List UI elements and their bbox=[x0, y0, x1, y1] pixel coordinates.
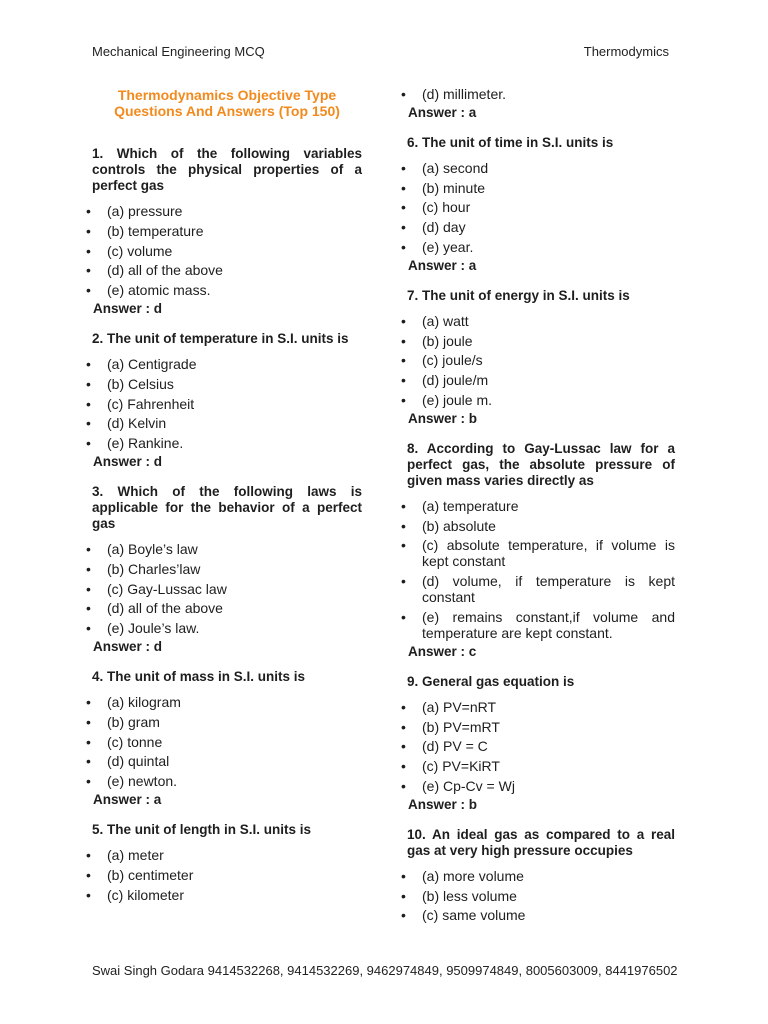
option-text: (c) Fahrenheit bbox=[107, 395, 195, 412]
option-text: (b) temperature bbox=[107, 222, 204, 239]
right-question-list bbox=[401, 86, 675, 924]
option-text: (e) Rankine. bbox=[107, 435, 184, 452]
option-item bbox=[401, 887, 675, 904]
option-item bbox=[86, 846, 362, 863]
question-block bbox=[401, 287, 675, 427]
left-question-list bbox=[86, 146, 362, 903]
bullet-icon: • bbox=[86, 262, 91, 279]
bullet-icon: • bbox=[86, 222, 91, 239]
option-item bbox=[86, 375, 362, 392]
option-list bbox=[401, 86, 675, 102]
option-item bbox=[401, 159, 675, 176]
option-text: (d) joule/m bbox=[422, 372, 489, 389]
option-text: (d) quintal bbox=[107, 753, 170, 770]
bullet-icon: • bbox=[86, 540, 91, 557]
option-item bbox=[86, 262, 362, 279]
option-list bbox=[401, 867, 675, 924]
document-title bbox=[92, 86, 362, 119]
option-text: (e) Cp-Cv = Wj bbox=[422, 777, 515, 794]
option-item bbox=[86, 435, 362, 452]
question-text: 1. Which of the following variables controls the physical properties of a perfect gas bbox=[92, 146, 362, 193]
option-text: (a) watt bbox=[422, 312, 469, 329]
footer-contact: Swai Singh Godara 9414532268, 9414532269, 9462974849, 9509974849, 8005603009, 8441976502 bbox=[92, 963, 678, 978]
option-item bbox=[401, 738, 675, 755]
bullet-icon: • bbox=[401, 86, 406, 102]
question-block bbox=[401, 86, 675, 121]
option-item bbox=[86, 282, 362, 299]
bullet-icon: • bbox=[401, 608, 406, 625]
option-text: (e) newton. bbox=[107, 773, 178, 790]
option-text: (d) volume, if temperature is kept constant bbox=[422, 573, 675, 606]
right-column bbox=[401, 86, 675, 927]
left-column bbox=[86, 86, 362, 906]
bullet-icon: • bbox=[86, 395, 91, 412]
option-item bbox=[401, 238, 675, 255]
bullet-icon: • bbox=[401, 698, 406, 715]
option-text: (a) PV=nRT bbox=[422, 698, 497, 715]
option-item bbox=[401, 718, 675, 735]
bullet-icon: • bbox=[401, 391, 406, 408]
option-list bbox=[401, 698, 675, 794]
option-text: (e) Joule’s law. bbox=[107, 620, 200, 637]
option-item bbox=[86, 773, 362, 790]
option-text: (b) less volume bbox=[422, 887, 517, 904]
bullet-icon: • bbox=[401, 867, 406, 884]
option-item bbox=[86, 560, 362, 577]
bullet-icon: • bbox=[401, 887, 406, 904]
bullet-icon: • bbox=[86, 203, 91, 219]
bullet-icon: • bbox=[401, 352, 406, 369]
bullet-icon: • bbox=[86, 580, 91, 597]
option-item bbox=[86, 203, 362, 219]
option-text: (a) pressure bbox=[107, 203, 183, 219]
option-text: (c) absolute temperature, if volume is kept constant bbox=[422, 537, 675, 570]
option-text: (b) Charles’law bbox=[107, 560, 201, 577]
bullet-icon: • bbox=[401, 537, 406, 554]
question-block bbox=[401, 440, 675, 660]
bullet-icon: • bbox=[86, 620, 91, 637]
option-list bbox=[401, 159, 675, 255]
option-item bbox=[401, 608, 675, 641]
option-text: (d) PV = C bbox=[422, 738, 488, 755]
option-text: (a) Boyle’s law bbox=[107, 540, 198, 557]
bullet-icon: • bbox=[86, 415, 91, 432]
bullet-icon: • bbox=[401, 372, 406, 389]
bullet-icon: • bbox=[86, 846, 91, 863]
bullet-icon: • bbox=[401, 238, 406, 255]
bullet-icon: • bbox=[86, 713, 91, 730]
answer-text: Answer : a bbox=[93, 791, 162, 807]
bullet-icon: • bbox=[401, 907, 406, 924]
bullet-icon: • bbox=[401, 159, 406, 176]
option-text: (b) minute bbox=[422, 179, 486, 196]
option-text: (b) joule bbox=[422, 332, 473, 349]
option-item bbox=[401, 573, 675, 606]
question-block bbox=[401, 826, 675, 924]
option-item bbox=[86, 580, 362, 597]
option-item bbox=[86, 540, 362, 557]
option-item bbox=[86, 600, 362, 617]
option-item bbox=[86, 415, 362, 432]
option-text: (c) hour bbox=[422, 199, 471, 216]
option-text: (b) Celsius bbox=[107, 375, 174, 392]
option-item bbox=[86, 733, 362, 750]
option-item bbox=[86, 753, 362, 770]
question-text: 2. The unit of temperature in S.I. units is bbox=[92, 330, 349, 346]
question-block bbox=[86, 483, 362, 655]
bullet-icon: • bbox=[86, 375, 91, 392]
bullet-icon: • bbox=[86, 560, 91, 577]
option-item bbox=[401, 777, 675, 794]
question-block bbox=[401, 134, 675, 274]
bullet-icon: • bbox=[86, 435, 91, 452]
bullet-icon: • bbox=[401, 573, 406, 590]
option-item bbox=[86, 242, 362, 259]
option-text: (e) remains constant,if volume and temperature are kept constant. bbox=[422, 608, 675, 641]
option-text: (a) more volume bbox=[422, 867, 524, 884]
bullet-icon: • bbox=[401, 332, 406, 349]
option-list bbox=[86, 203, 362, 299]
header-topic: Thermodymics bbox=[583, 44, 669, 59]
option-item bbox=[401, 391, 675, 408]
option-text: (b) gram bbox=[107, 713, 160, 730]
option-item bbox=[86, 620, 362, 637]
bullet-icon: • bbox=[86, 355, 91, 372]
option-item bbox=[86, 713, 362, 730]
option-list bbox=[401, 312, 675, 408]
option-item bbox=[401, 497, 675, 514]
option-list bbox=[86, 355, 362, 452]
option-text: (c) same volume bbox=[422, 907, 526, 924]
question-text: 3. Which of the following laws is applicable for the behavior of a perfect gas bbox=[92, 483, 362, 531]
option-text: (d) millimeter. bbox=[422, 86, 507, 102]
option-text: (d) all of the above bbox=[107, 262, 223, 279]
option-item bbox=[86, 395, 362, 412]
bullet-icon: • bbox=[401, 179, 406, 196]
option-text: (c) kilometer bbox=[107, 886, 185, 903]
question-block bbox=[86, 668, 362, 808]
bullet-icon: • bbox=[86, 242, 91, 259]
option-item bbox=[401, 219, 675, 236]
option-item bbox=[401, 907, 675, 924]
option-item bbox=[401, 332, 675, 349]
option-text: (a) meter bbox=[107, 846, 164, 863]
question-text: 7. The unit of energy in S.I. units is bbox=[407, 287, 630, 303]
question-block bbox=[86, 330, 362, 470]
option-list bbox=[86, 540, 362, 637]
option-list bbox=[86, 693, 362, 790]
answer-text: Answer : c bbox=[408, 643, 477, 659]
option-text: (e) year. bbox=[422, 238, 474, 255]
option-text: (c) PV=KiRT bbox=[422, 758, 500, 775]
option-item bbox=[86, 355, 362, 372]
option-text: (c) tonne bbox=[107, 733, 163, 750]
option-list bbox=[401, 497, 675, 641]
option-text: (a) second bbox=[422, 159, 489, 176]
option-item bbox=[401, 352, 675, 369]
option-item bbox=[86, 222, 362, 239]
option-item bbox=[401, 372, 675, 389]
option-text: (a) Centigrade bbox=[107, 355, 197, 372]
bullet-icon: • bbox=[401, 758, 406, 775]
bullet-icon: • bbox=[86, 693, 91, 710]
option-item bbox=[401, 867, 675, 884]
option-text: (a) kilogram bbox=[107, 693, 181, 710]
option-text: (d) all of the above bbox=[107, 600, 223, 617]
answer-text: Answer : d bbox=[93, 453, 163, 469]
option-item bbox=[401, 698, 675, 715]
bullet-icon: • bbox=[86, 733, 91, 750]
bullet-icon: • bbox=[401, 517, 406, 534]
bullet-icon: • bbox=[86, 773, 91, 790]
option-item bbox=[401, 86, 675, 102]
option-text: (b) PV=mRT bbox=[422, 718, 500, 735]
option-text: (d) Kelvin bbox=[107, 415, 167, 432]
option-list bbox=[86, 846, 362, 903]
answer-text: Answer : d bbox=[93, 300, 163, 316]
answer-text: Answer : a bbox=[408, 104, 477, 120]
option-item bbox=[401, 758, 675, 775]
bullet-icon: • bbox=[86, 282, 91, 299]
bullet-icon: • bbox=[401, 738, 406, 755]
answer-text: Answer : a bbox=[408, 257, 477, 273]
question-text: 5. The unit of length in S.I. units is bbox=[92, 821, 311, 837]
question-text: 8. According to Gay-Lussac law for a perfect gas, the absolute pressure of given mass varies directly as bbox=[407, 440, 675, 488]
bullet-icon: • bbox=[401, 777, 406, 794]
question-text: 10. An ideal gas as compared to a real gas at very high pressure occupies bbox=[407, 826, 675, 858]
option-item bbox=[401, 517, 675, 534]
question-block bbox=[86, 146, 362, 317]
option-text: (b) centimeter bbox=[107, 866, 194, 883]
option-item bbox=[401, 312, 675, 329]
bullet-icon: • bbox=[86, 753, 91, 770]
option-item bbox=[401, 179, 675, 196]
header-subject: Mechanical Engineering MCQ bbox=[92, 44, 265, 59]
bullet-icon: • bbox=[401, 219, 406, 236]
option-text: (c) Gay-Lussac law bbox=[107, 580, 227, 597]
question-text: 6. The unit of time in S.I. units is bbox=[407, 134, 614, 150]
question-text: 9. General gas equation is bbox=[407, 673, 575, 689]
option-text: (d) day bbox=[422, 219, 466, 236]
answer-text: Answer : b bbox=[408, 796, 478, 812]
answer-text: Answer : b bbox=[408, 410, 478, 426]
option-text: (e) atomic mass. bbox=[107, 282, 211, 299]
title-line-1: Thermodynamics Objective Type bbox=[117, 87, 337, 103]
bullet-icon: • bbox=[86, 600, 91, 617]
option-item bbox=[86, 886, 362, 903]
option-item bbox=[401, 199, 675, 216]
bullet-icon: • bbox=[401, 199, 406, 216]
answer-text: Answer : d bbox=[93, 638, 163, 654]
title-line-2: Questions And Answers (Top 150) bbox=[114, 103, 340, 119]
bullet-icon: • bbox=[401, 497, 406, 514]
option-text: (c) joule/s bbox=[422, 352, 483, 369]
bullet-icon: • bbox=[86, 886, 91, 903]
option-item bbox=[401, 537, 675, 570]
bullet-icon: • bbox=[401, 312, 406, 329]
bullet-icon: • bbox=[401, 718, 406, 735]
bullet-icon: • bbox=[86, 866, 91, 883]
option-item bbox=[86, 866, 362, 883]
question-block bbox=[401, 673, 675, 813]
question-block bbox=[86, 821, 362, 903]
option-text: (e) joule m. bbox=[422, 391, 493, 408]
option-text: (b) absolute bbox=[422, 517, 496, 534]
option-text: (c) volume bbox=[107, 242, 173, 259]
question-text: 4. The unit of mass in S.I. units is bbox=[92, 668, 306, 684]
option-item bbox=[86, 693, 362, 710]
option-text: (a) temperature bbox=[422, 497, 519, 514]
